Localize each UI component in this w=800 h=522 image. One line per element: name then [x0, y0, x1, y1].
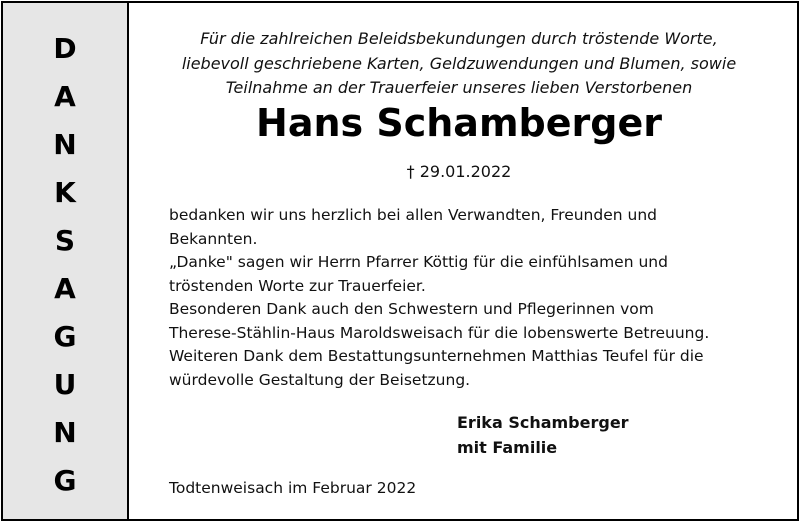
body-line: Therese-Stählin-Haus Maroldsweisach für die lobenswerte Betreuung.: [169, 323, 710, 342]
sidebar-letter: D: [53, 32, 77, 65]
sidebar-letter: A: [54, 80, 76, 113]
intro-line: liebevoll geschriebene Karten, Geldzuwendungen und Blumen, sowie: [181, 53, 737, 73]
intro-line: Teilnahme an der Trauerfeier unseres lieben Verstorbenen: [225, 78, 693, 97]
sidebar-letter: S: [54, 224, 76, 257]
sidebar-letter: G: [53, 464, 77, 497]
death-date: † 29.01.2022: [406, 162, 512, 181]
deceased-name: Hans Schamberger: [256, 101, 662, 145]
sidebar-letter: A: [54, 272, 76, 305]
signature: [457, 410, 629, 460]
body-line: bedanken wir uns herzlich bei allen Verwandten, Freunden und: [169, 206, 657, 224]
body-line: würdevolle Gestaltung der Beisetzung.: [169, 370, 471, 389]
body-line: Weiteren Dank dem Bestattungsunternehmen Matthias Teufel für die: [169, 347, 704, 365]
place-date: Todtenweisach im Februar 2022: [169, 479, 417, 497]
signature-line: Erika Schamberger: [457, 413, 629, 432]
sidebar-letter: N: [53, 128, 77, 161]
notice-content: [129, 3, 797, 519]
sidebar-letter: U: [53, 368, 77, 401]
intro-text: [159, 27, 759, 101]
body-line: Besonderen Dank auch den Schwestern und Pflegerinnen vom: [169, 300, 654, 318]
body-line: tröstenden Worte zur Trauerfeier.: [169, 276, 426, 295]
sidebar-letter: N: [53, 416, 77, 449]
signature-line: mit Familie: [457, 438, 558, 457]
sidebar-danksagung: [3, 3, 129, 519]
sidebar-letter: K: [54, 176, 76, 209]
body-line: „Danke" sagen wir Herrn Pfarrer Köttig für die einfühlsamen und: [169, 253, 668, 271]
intro-line: Für die zahlreichen Beleidsbekundungen durch tröstende Worte,: [200, 29, 718, 48]
notice-frame: [1, 1, 799, 521]
body-line: Bekannten.: [169, 229, 258, 248]
sidebar-letter: G: [53, 320, 77, 353]
thanks-body: [169, 204, 759, 392]
